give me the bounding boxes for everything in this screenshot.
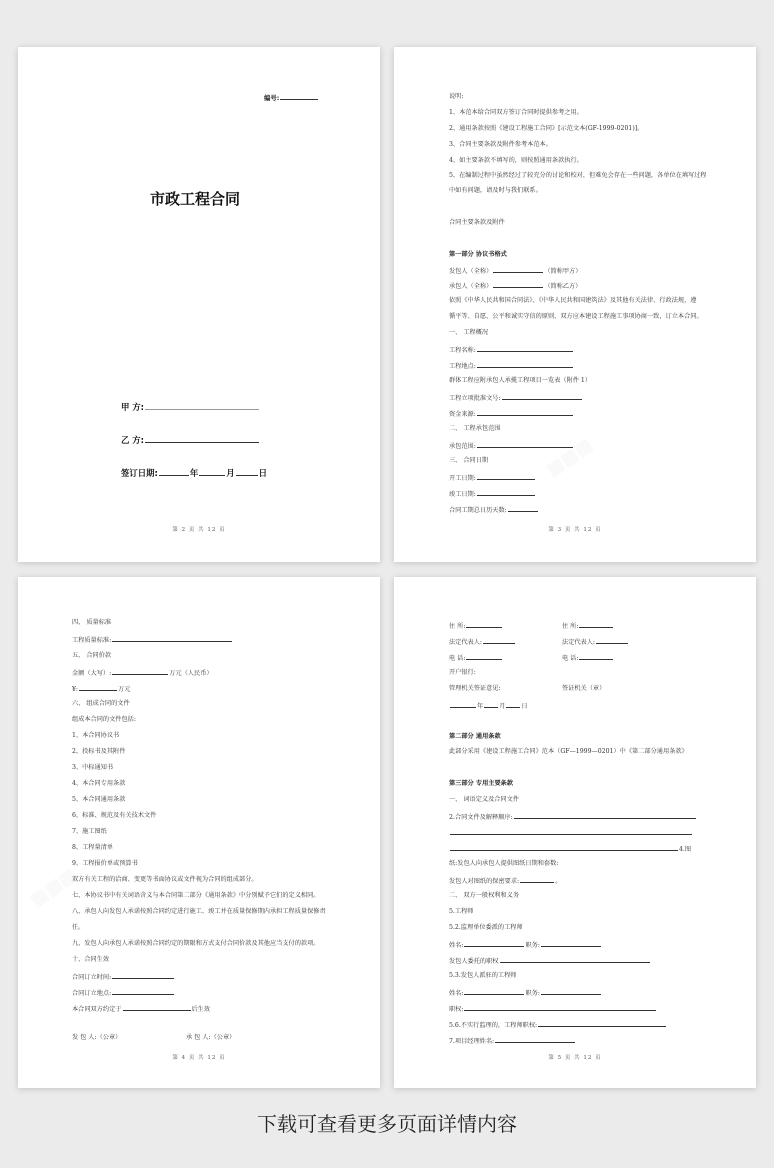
text-line: 工程质量标准: [72,635,233,645]
text-line: 发包人（全称） （简称甲方） [449,268,582,275]
text-line: 姓名: 职务: [449,940,602,950]
party-b-line: 乙 方: [121,433,260,446]
text-line: 竣工日期: [449,489,536,499]
text-line: 5.工程师 [449,908,474,915]
text-line: 中如有问题，请及时与我们联系。 [449,187,542,194]
text-line: 合同主要条款及附件 [449,219,505,226]
text-line: 9、工程报价单或预算书 [72,860,138,867]
text-line: 九、发包人向承包人承诺按照合同约定的期限和方式支付合同价款及其他应当支付的款项。 [72,940,320,947]
page-footer: 第 4 页 共 12 页 [172,1055,226,1061]
section-heading: 第一部分 协议书格式 [449,251,507,258]
page-footer: 第 2 页 共 12 页 [172,527,226,533]
text-line: 住 所: [562,621,614,631]
text-line: 群体工程应附承包人承揽工程项目一览表（附件 1） [449,377,592,384]
text-line: 合同订立时间: [72,972,175,982]
text-line: 任。 [72,924,85,931]
text-line: 说明: [449,93,464,100]
text-line: 承包人（全称） （简称乙方） [449,283,582,290]
text-line: 住 所: [449,621,503,631]
page-instructions [394,47,756,562]
text-line: 工程地点: [449,361,574,371]
text-line: 七、本协议书中有关词语含义与本合同第二部分《通用条款》中分别赋予它们的定义相同。 [72,892,320,899]
text-line: 二、 工程承包范围 [449,425,501,432]
text-line: 5、本合同通用条款 [72,796,126,803]
text-line: 2.合同文件及解释顺序: [449,812,697,822]
signature-contractor-b: 承 包 人:（公章） [186,1034,236,1041]
text-line: 1、本范本给合同双方签订合同时提供参考之用。 [449,109,583,116]
text-line: 发包人对图纸的保密要求: 。 [449,878,562,885]
section-heading: 第二部分 通用条款 [449,733,501,740]
text-line: 7.项目经理姓名: [449,1036,576,1046]
text-line: 金额（大写）: 万元（人民币） [72,670,213,677]
text-line: ¥: 万元 [72,686,131,693]
text-line: 合同工期总日历天数: [449,505,539,515]
text-line: 承包范围: [449,441,574,451]
text-line: 纸:发包人向承包人提供图纸日期和套数: [449,860,559,867]
text-line: 依照《中华人民共和国合同法》、《中华人民共和国建筑法》及其他有关法律、行政法规，遵 [449,297,697,304]
text-line: 八、承包人向发包人承诺按照合同约定进行施工、竣工并在质量保修期内承担工程质量保修责 [72,908,326,915]
text-line: 2、投标书及其附件 [72,748,126,755]
text-line: 二、 双方一般权利和义务 [449,892,520,899]
text-line: 4、如主要条款不填写的，则按照通用条款执行。 [449,157,583,164]
page-footer: 第 5 页 共 12 页 [548,1055,602,1061]
text-line: 此部分采用《建设工程施工合同》范本（GF—1999—0201）中《第二部分通用条款》 [449,748,688,755]
text-line: 管理机关签证意见: [449,685,501,692]
text-line: 1、本合同协议书 [72,732,120,739]
text-line: 5.3.发包人派驻的工程师 [449,972,517,979]
text-line: 5、在编制过程中虽然经过了较充分的讨论和校对，但难免会存在一些问题，各单位在填写过程 [449,172,707,179]
text-line: 五、 合同价款 [72,652,112,659]
text-line: 6、标准、规范及有关技术文件 [72,812,157,819]
text-line: 双方有关工程的洽商、变更等书面协议或文件视为合同的组成部分。 [72,876,258,883]
text-line: 8、工程量清单 [72,844,114,851]
signature-contractor-a: 发 包 人:（公章） [72,1034,122,1041]
text-line: 4、本合同专用条款 [72,780,126,787]
text-line: 循平等、自愿、公平和诚实守信的原则，双方应本建设工程施工事项协商一致，订立本合同。 [449,313,703,320]
text-line: 六、 组成合同的文件 [72,700,130,707]
page-general-terms [394,577,756,1088]
text-line: 开工日期: [449,473,536,483]
text-line: 5.2.监理单位委派的工程师 [449,924,523,931]
text-line: 3、合同主要条款及附件参考本范本。 [449,141,552,148]
page-title: 市政工程合同 [150,190,241,208]
text-line: 电 话: [562,653,614,663]
text-line: 签证机关（章） [562,685,606,692]
text-line: 4.图 [449,844,691,854]
text-line: 发包人委托的职权 [449,956,651,966]
text-line: 法定代表人: [449,637,516,647]
text-line: 合同订立地点: [72,988,175,998]
text-line: 7、施工图纸 [72,828,107,835]
text-line: 资金来源: [449,409,574,419]
section-heading: 第三部分 专用主要条款 [449,780,514,787]
text-line: 5.6.不实行监理的，工程师职权: [449,1020,667,1030]
text-line: 开户银行: [449,669,476,676]
text-line: 年 月 日 [449,701,528,711]
text-line: 姓名: 职务: [449,988,602,998]
text-line: 工程立项批准文号: [449,393,583,403]
text-line: 职权: [449,1004,657,1014]
page-terms [18,577,380,1088]
page-footer: 第 3 页 共 12 页 [548,527,602,533]
sign-date-line: 签订日期: 年 月 日 [121,468,267,478]
text-line: 法定代表人: [562,637,629,647]
party-a-line: 甲 方: [121,400,260,413]
text-line: 2、通用条款按照《建设工程施工合同》[示范文本(GF-1999-0201)]。 [449,125,644,132]
text-line [449,828,693,838]
page-cover [18,47,380,562]
text-line: 电 话: [449,653,503,663]
text-line: 工程名称: [449,345,574,355]
text-line: 组成本合同的文件包括: [72,716,136,723]
text-line: 一、 工程概况 [449,329,489,336]
text-line: 3、中标通知书 [72,764,114,771]
text-line: 三、 合同日期 [449,457,489,464]
contract-number: 编号: [264,93,319,102]
text-line: 十、合同生效 [72,956,110,963]
text-line: 四、 质量标准 [72,619,112,626]
text-line: 本合同双方约定于 后生效 [72,1006,211,1013]
download-more-caption[interactable]: 下载可查看更多页面详情内容 [257,1112,517,1136]
text-line: 一、 词语定义及合同文件 [449,796,520,803]
